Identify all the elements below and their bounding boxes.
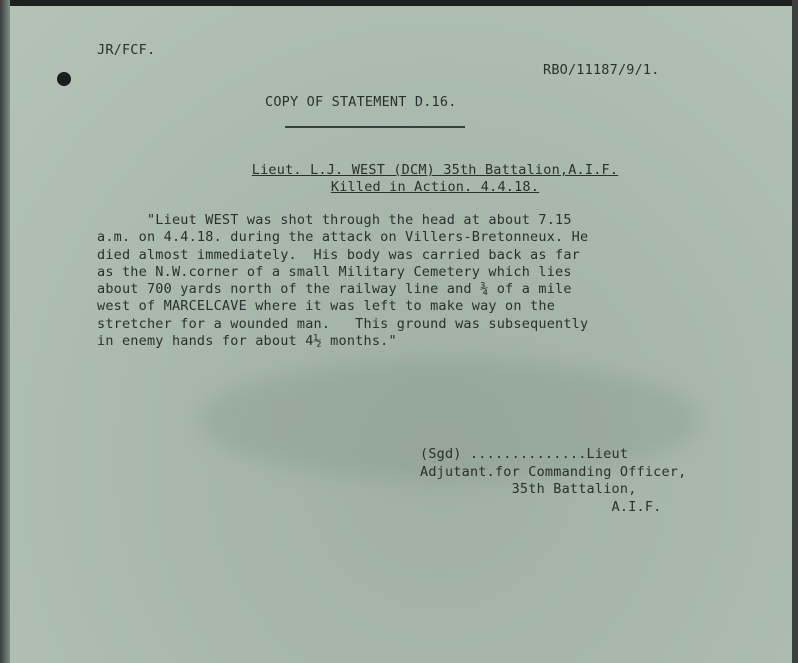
body-line: about 700 yards north of the railway line and ¾ of a mile xyxy=(97,281,572,298)
statement-body xyxy=(97,212,717,350)
scan-edge-right xyxy=(792,0,798,663)
signature-line: A.I.F. xyxy=(420,498,662,515)
body-line: "Lieut WEST was shot through the head at about 7.15 xyxy=(97,212,572,228)
subject-line-1: Lieut. L.J. WEST (DCM) 35th Battalion,A.I.F. xyxy=(251,162,619,178)
punch-hole xyxy=(57,72,71,86)
document-heading: COPY OF STATEMENT D.16. xyxy=(265,94,457,110)
signature-line: 35th Battalion, xyxy=(420,481,637,497)
body-line: a.m. on 4.4.18. during the attack on Villers-Bretonneux. He xyxy=(97,229,589,246)
signature-line: (Sgd) ..............Lieut xyxy=(420,446,629,462)
signature-line: Adjutant.for Commanding Officer, xyxy=(420,463,687,480)
signature-block xyxy=(420,446,687,516)
body-line: died almost immediately. His body was carried back as far xyxy=(97,246,581,263)
body-line: in enemy hands for about 4½ months." xyxy=(97,333,397,350)
body-line: west of MARCELCAVE where it was left to make way on the xyxy=(97,298,556,315)
subject-block xyxy=(215,162,655,196)
heading-underline xyxy=(285,126,465,128)
body-line: as the N.W.corner of a small Military Cemetery which lies xyxy=(97,263,572,280)
reference-initials: JR/FCF. xyxy=(97,42,156,58)
subject-line-2: Killed in Action. 4.4.18. xyxy=(330,179,540,195)
scan-edge-top xyxy=(0,0,798,6)
scan-edge-left xyxy=(0,0,10,663)
file-reference: RBO/11187/9/1. xyxy=(543,62,660,78)
body-line: stretcher for a wounded man. This ground was subsequently xyxy=(97,315,589,332)
